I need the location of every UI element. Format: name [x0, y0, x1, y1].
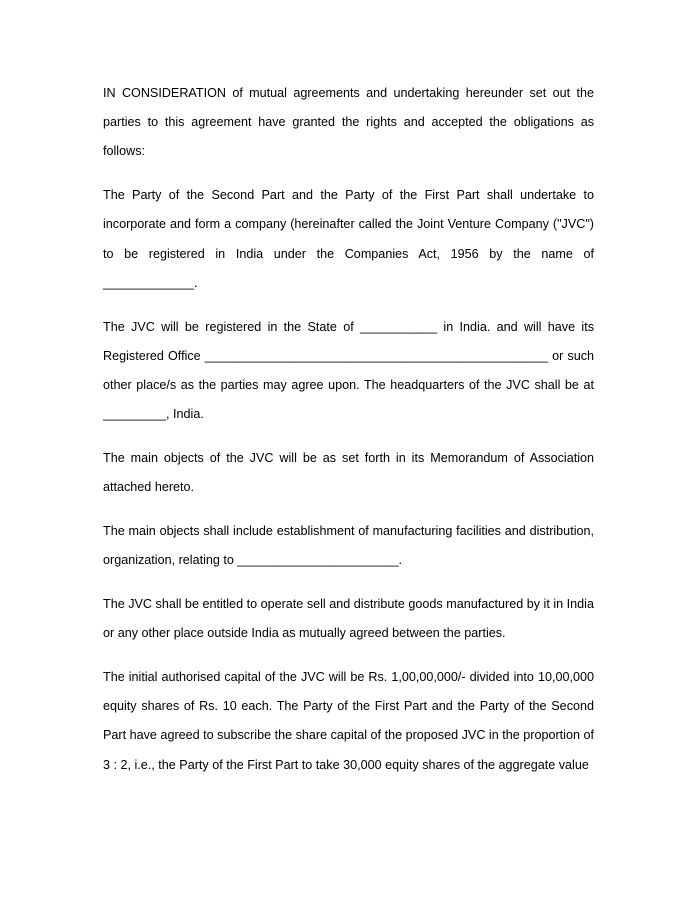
paragraph-main-objects: The main objects of the JVC will be as set forth in its Memorandum of Association attached hereto. [103, 451, 594, 495]
paragraph-objects-include: The main objects shall include establishment of manufacturing facilities and distribution, organization, relating to _______________________. [103, 524, 594, 568]
paragraph-operations: The JVC shall be entitled to operate sell and distribute goods manufactured by it in India or any other place outside India as mutually agreed between the parties. [103, 597, 594, 641]
paragraph-authorised-capital: The initial authorised capital of the JVC will be Rs. 1,00,00,000/- divided into 10,00,000 equity shares of Rs. 10 each. The Party of the First Part and the Party of the Second Part have agreed to subscribe the share capital of the proposed JVC in the proportion of 3 : 2, i.e., the Party of the First Part to take 30,000 equity shares of the aggregate value [103, 670, 594, 772]
document-body [103, 79, 594, 794]
paragraph-jvc-formation: The Party of the Second Part and the Party of the First Part shall undertake to incorporate and form a company (hereinafter called the Joint Venture Company ("JVC") to be registered in India under the Companies Act, 1956 by the name of _____________. [103, 188, 594, 290]
paragraph-consideration: IN CONSIDERATION of mutual agreements and undertaking hereunder set out the parties to this agreement have granted the rights and accepted the obligations as follows: [103, 86, 594, 159]
paragraph-registered-office: The JVC will be registered in the State of ___________ in India. and will have its Registered Office _________________________________________________ or such other place/s as the parties may agree upon. The headquarters of the JVC shall be at _________, India. [103, 319, 594, 422]
